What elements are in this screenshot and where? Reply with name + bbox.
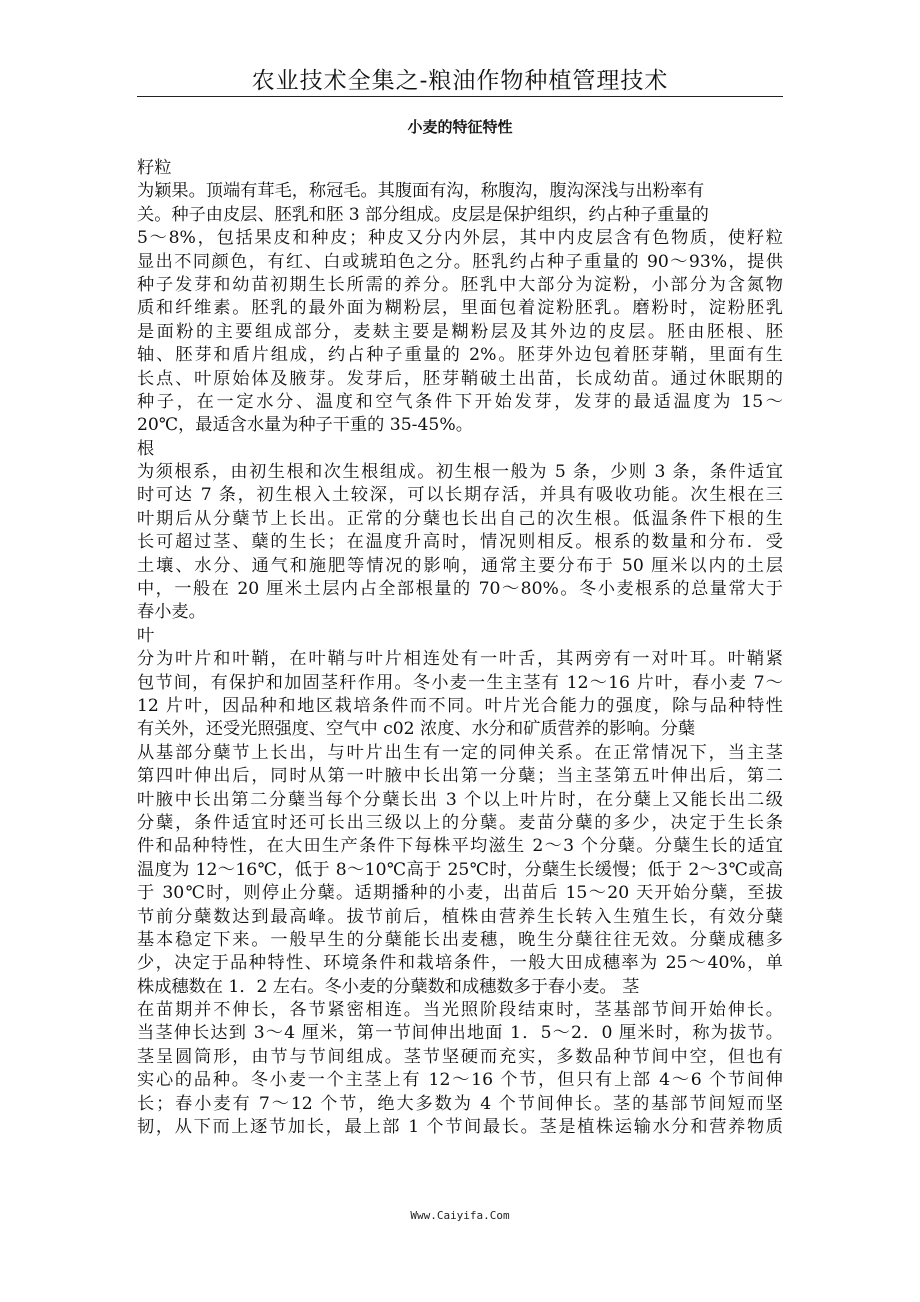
body-text-line: 从基部分蘖节上长出，与叶片出生有一定的同伸关系。在正常情况下，当主茎 bbox=[137, 742, 783, 763]
body-text-line: 轴、胚芽和盾片组成，约占种子重量的 2%。胚芽外边包着胚芽鞘，里面有生 bbox=[137, 345, 783, 366]
body-text-line: 节前分蘖数达到最高峰。拔节前后，植株由营养生长转入生殖生长，有效分蘖 bbox=[137, 906, 783, 927]
body-text-line: 叶期后从分蘖节上长出。正常的分蘖也长出自己的次生根。低温条件下根的生 bbox=[137, 508, 783, 529]
body-text-line: 中，一般在 20 厘米土层内占全部根量的 70～80%。冬小麦根系的总量常大于 bbox=[137, 579, 783, 600]
body-text-line: 少，决定于品种特性、环境条件和栽培条件，一般大田成穗率为 25～40%，单 bbox=[137, 953, 783, 974]
body-text-line: 包节间，有保护和加固茎秆作用。冬小麦一生主茎有 12～16 片叶，春小麦 7～ bbox=[137, 672, 783, 693]
body-text-line: 叶腋中长出第二分蘖当每个分蘖长出 3 个以上叶片时，在分蘖上又能长出二级 bbox=[137, 789, 783, 810]
body-text-line: 实心的品种。冬小麦一个主茎上有 12～16 个节，但只有上部 4～6 个节间伸 bbox=[137, 1070, 783, 1091]
body-text-line: 是面粉的主要组成部分，麦麸主要是糊粉层及其外边的皮层。胚由胚根、胚 bbox=[137, 321, 783, 342]
body-text-line: 土壤、水分、通气和施肥等情况的影响，通常主要分布于 50 厘米以内的土层 bbox=[137, 555, 783, 576]
body-text-line: 株成穗数在 1．2 左右。冬小麦的分蘖数和成穗数多于春小麦。 茎 bbox=[137, 976, 640, 997]
body-text-line: 分为叶片和叶鞘，在叶鞘与叶片相连处有一叶舌，其两旁有一对叶耳。叶鞘紧 bbox=[137, 649, 783, 670]
body-text-line: 于 30℃时，则停止分蘖。适期播种的小麦，出苗后 15～20 天开始分蘖，至拔 bbox=[137, 883, 783, 904]
body-text-line: 显出不同颜色，有红、白或琥珀色之分。胚乳约占种子重量的 90～93%，提供 bbox=[137, 251, 783, 272]
body-text-line: 5～8%，包括果皮和种皮；种皮又分内外层，其中内皮层含有色物质，使籽粒 bbox=[137, 228, 783, 249]
body-text-line: 叶 bbox=[137, 625, 155, 646]
body-text-line: 春小麦。 bbox=[137, 602, 206, 623]
body-text-line: 基本稳定下来。一般早生的分蘖能长出麦穗，晚生分蘖往往无效。分蘖成穗多 bbox=[137, 929, 783, 950]
body-text-line: 件和品种特性，在大田生产条件下每株平均滋生 2～3 个分蘖。分蘖生长的适宜 bbox=[137, 836, 783, 857]
body-text-line: 温度为 12～16℃，低于 8～10℃高于 25℃时，分蘖生长缓慢；低于 2～3℃或高 bbox=[137, 859, 783, 880]
header-divider bbox=[137, 96, 783, 97]
body-text-line: 关。种子由皮层、胚乳和胚 3 部分组成。皮层是保护组织，约占种子重量的 bbox=[137, 204, 709, 225]
page-header-title: 农业技术全集之-粮油作物种植管理技术 bbox=[251, 68, 669, 94]
document-body bbox=[137, 157, 783, 1139]
body-text-line: 20℃，最适含水量为种子干重的 35-45%。 bbox=[137, 415, 473, 436]
body-text-line: 根 bbox=[137, 438, 155, 459]
body-text-line: 为须根系，由初生根和次生根组成。初生根一般为 5 条，少则 3 条，条件适宜 bbox=[137, 462, 783, 483]
body-text-line: 种子，在一定水分、温度和空气条件下开始发芽，发芽的最适温度为 15～ bbox=[137, 391, 783, 412]
body-text-line: 12 片叶，因品种和地区栽培条件而不同。叶片光合能力的强度，除与品种特性 bbox=[137, 695, 783, 716]
footer-site-url: Www.Caiyifa.Com bbox=[410, 1209, 510, 1222]
body-text-line: 时可达 7 条，初生根入土较深，可以长期存活，并具有吸收功能。次生根在三 bbox=[137, 485, 783, 506]
body-text-line: 有关外，还受光照强度、空气中 c02 浓度、水分和矿质营养的影响。分蘖 bbox=[137, 719, 696, 740]
body-text-line: 长；春小麦有 7～12 个节，绝大多数为 4 个节间伸长。茎的基部节间短而坚 bbox=[137, 1093, 783, 1114]
body-text-line: 在苗期并不伸长，各节紧密相连。当光照阶段结束时，茎基部节间开始伸长。 bbox=[137, 1000, 783, 1021]
body-text-line: 韧，从下而上逐节加长，最上部 1 个节间最长。茎是植株运输水分和营养物质 bbox=[137, 1117, 783, 1138]
body-text-line: 茎呈圆筒形，由节与节间组成。茎节坚硬而充实，多数品种节间中空，但也有 bbox=[137, 1046, 783, 1067]
body-text-line: 第四叶伸出后，同时从第一叶腋中长出第一分蘖；当主茎第五叶伸出后，第二 bbox=[137, 766, 783, 787]
body-text-line: 长可超过茎、蘖的生长；在温度升高时，情况则相反。根系的数量和分布．受 bbox=[137, 532, 783, 553]
document-title: 小麦的特征特性 bbox=[407, 118, 513, 136]
body-text-line: 种子发芽和幼苗初期生长所需的养分。胚乳中大部分为淀粉，小部分为含氮物 bbox=[137, 274, 783, 295]
body-text-line: 为颖果。顶端有茸毛，称冠毛。其腹面有沟，称腹沟，腹沟深浅与出粉率有 bbox=[137, 181, 705, 202]
body-text-line: 长点、叶原始体及腋芽。发芽后，胚芽鞘破土出苗，长成幼苗。通过休眠期的 bbox=[137, 368, 783, 389]
body-text-line: 分蘖，条件适宜时还可长出三级以上的分蘖。麦苗分蘖的多少，决定于生长条 bbox=[137, 812, 783, 833]
body-text-line: 籽粒 bbox=[137, 158, 172, 178]
body-text-line: 质和纤维素。胚乳的最外面为糊粉层，里面包着淀粉胚乳。磨粉时，淀粉胚乳 bbox=[137, 298, 783, 319]
body-text-line: 当茎伸长达到 3～4 厘米，第一节间伸出地面 1．5～2．0 厘米时，称为拔节。 bbox=[137, 1023, 783, 1044]
